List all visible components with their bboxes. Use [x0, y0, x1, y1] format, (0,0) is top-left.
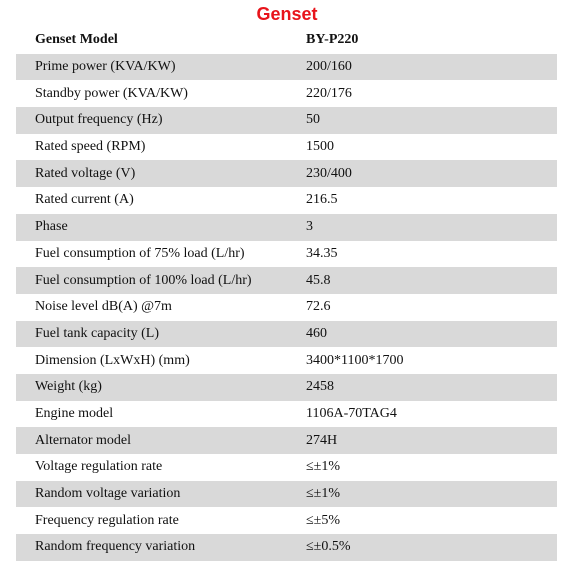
row-value: 1106A-70TAG4	[306, 401, 557, 428]
row-label: Frequency regulation rate	[16, 507, 306, 534]
row-label: Fuel consumption of 75% load (L/hr)	[16, 241, 306, 268]
row-value: 3400*1100*1700	[306, 347, 557, 374]
row-label: Fuel tank capacity (L)	[16, 321, 306, 348]
row-label: Phase	[16, 214, 306, 241]
row-value: 220/176	[306, 80, 557, 107]
row-label: Weight (kg)	[16, 374, 306, 401]
row-label: Dimension (LxWxH) (mm)	[16, 347, 306, 374]
row-value: 200/160	[306, 54, 557, 81]
table-row	[16, 187, 557, 214]
row-label: Rated speed (RPM)	[16, 134, 306, 161]
row-label: Voltage regulation rate	[16, 454, 306, 481]
row-label: Fuel consumption of 100% load (L/hr)	[16, 267, 306, 294]
header-value: BY-P220	[306, 27, 557, 54]
row-label: Engine model	[16, 401, 306, 428]
row-label: Random frequency variation	[16, 534, 306, 561]
row-label: Noise level dB(A) @7m	[16, 294, 306, 321]
row-value: 2458	[306, 374, 557, 401]
table-row	[16, 54, 557, 81]
row-value: ≤±1%	[306, 454, 557, 481]
table-row	[16, 481, 557, 508]
header-label: Genset Model	[16, 27, 306, 54]
row-value: 274H	[306, 427, 557, 454]
row-label: Random voltage variation	[16, 481, 306, 508]
row-label: Prime power (KVA/KW)	[16, 54, 306, 81]
row-value: 72.6	[306, 294, 557, 321]
row-value: 45.8	[306, 267, 557, 294]
row-label: Alternator model	[16, 427, 306, 454]
table-row	[16, 267, 557, 294]
table-row	[16, 294, 557, 321]
page-title: Genset	[256, 4, 318, 24]
row-value: ≤±1%	[306, 481, 557, 508]
row-label: Standby power (KVA/KW)	[16, 80, 306, 107]
table-row	[16, 401, 557, 428]
table-row	[16, 427, 557, 454]
table-row	[16, 214, 557, 241]
row-value: 50	[306, 107, 557, 134]
table-row	[16, 507, 557, 534]
table-row	[16, 321, 557, 348]
table-header-row	[16, 27, 557, 54]
row-value: ≤±0.5%	[306, 534, 557, 561]
table-row	[16, 107, 557, 134]
row-value: ≤±5%	[306, 507, 557, 534]
table-row	[16, 241, 557, 268]
spec-table	[16, 27, 557, 561]
table-row	[16, 80, 557, 107]
row-label: Rated voltage (V)	[16, 160, 306, 187]
row-value: 216.5	[306, 187, 557, 214]
row-value: 3	[306, 214, 557, 241]
row-value: 34.35	[306, 241, 557, 268]
table-row	[16, 160, 557, 187]
row-value: 1500	[306, 134, 557, 161]
table-row	[16, 134, 557, 161]
row-label: Output frequency (Hz)	[16, 107, 306, 134]
table-row	[16, 534, 557, 561]
table-row	[16, 374, 557, 401]
spec-table-body	[16, 27, 557, 561]
row-label: Rated current (A)	[16, 187, 306, 214]
table-row	[16, 454, 557, 481]
row-value: 460	[306, 321, 557, 348]
table-row	[16, 347, 557, 374]
row-value: 230/400	[306, 160, 557, 187]
